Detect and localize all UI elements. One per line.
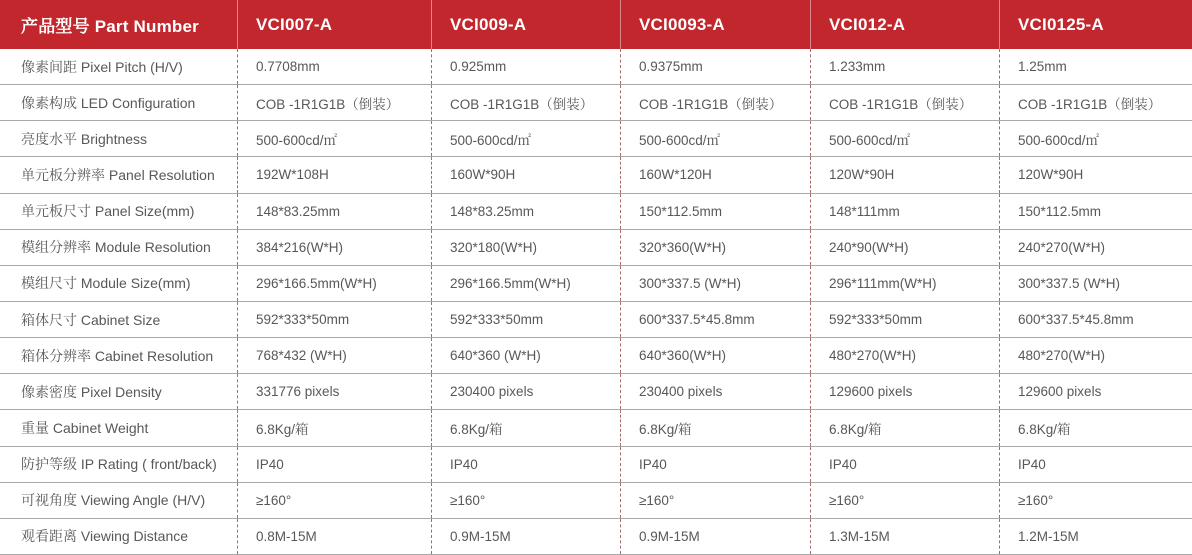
table-row-module-size [0, 266, 1192, 302]
spec-value: IP40 [431, 447, 620, 482]
spec-value: 1.2M-15M [999, 519, 1192, 554]
row-label: 单元板分辨率 Panel Resolution [21, 166, 215, 183]
spec-value: 6.8Kg/箱 [237, 410, 431, 445]
header-column-vci012a: VCI012-A [810, 0, 999, 49]
spec-value: 320*360(W*H) [620, 230, 810, 265]
spec-value: 0.925mm [431, 49, 620, 84]
spec-value: 768*432 (W*H) [237, 338, 431, 373]
row-label: 像素构成 LED Configuration [21, 94, 196, 111]
spec-value: 500-600cd/㎡ [999, 121, 1192, 156]
spec-value: 6.8Kg/箱 [999, 410, 1192, 445]
spec-value: 592*333*50mm [237, 302, 431, 337]
spec-value: 120W*90H [810, 157, 999, 192]
spec-value: IP40 [999, 447, 1192, 482]
spec-value: COB -1R1G1B（倒装） [810, 85, 999, 120]
row-label: 模组尺寸 Module Size(mm) [21, 275, 191, 292]
row-label: 防护等级 IP Rating ( front/back) [21, 456, 217, 473]
spec-value: 300*337.5 (W*H) [620, 266, 810, 301]
spec-value: 148*83.25mm [431, 194, 620, 229]
spec-value: 150*112.5mm [620, 194, 810, 229]
row-label: 可视角度 Viewing Angle (H/V) [21, 492, 206, 509]
spec-value: 6.8Kg/箱 [431, 410, 620, 445]
row-label: 模组分辨率 Module Resolution [21, 239, 211, 256]
spec-value: 160W*120H [620, 157, 810, 192]
spec-value: ≥160° [999, 483, 1192, 518]
spec-value: 230400 pixels [620, 374, 810, 409]
spec-value: COB -1R1G1B（倒装） [431, 85, 620, 120]
spec-value: ≥160° [620, 483, 810, 518]
spec-value: 0.9375mm [620, 49, 810, 84]
table-row-viewing-distance [0, 519, 1192, 555]
spec-value: 600*337.5*45.8mm [999, 302, 1192, 337]
header-column-vci0093a: VCI0093-A [620, 0, 810, 49]
spec-value: 500-600cd/㎡ [237, 121, 431, 156]
spec-value: 640*360 (W*H) [431, 338, 620, 373]
table-row-cabinet-size [0, 302, 1192, 338]
table-row-brightness [0, 121, 1192, 157]
spec-value: 6.8Kg/箱 [810, 410, 999, 445]
table-row-viewing-angle [0, 483, 1192, 519]
spec-value: 300*337.5 (W*H) [999, 266, 1192, 301]
table-row-pixel-density [0, 374, 1192, 410]
table-row-cabinet-weight [0, 410, 1192, 446]
spec-value: 120W*90H [999, 157, 1192, 192]
spec-value: 240*90(W*H) [810, 230, 999, 265]
spec-value: IP40 [237, 447, 431, 482]
table-row-led-configuration [0, 85, 1192, 121]
header-column-vci007a: VCI007-A [237, 0, 431, 49]
spec-value: 148*111mm [810, 194, 999, 229]
spec-value: 230400 pixels [431, 374, 620, 409]
row-label: 观看距离 Viewing Distance [21, 528, 189, 545]
row-label: 亮度水平 Brightness [21, 130, 148, 147]
spec-value: 500-600cd/㎡ [810, 121, 999, 156]
spec-value: 480*270(W*H) [999, 338, 1192, 373]
header-part-number-label: 产品型号 Part Number [21, 17, 199, 36]
spec-value: 160W*90H [431, 157, 620, 192]
spec-value: ≥160° [237, 483, 431, 518]
table-row-cabinet-resolution [0, 338, 1192, 374]
table-body [0, 49, 1192, 555]
table-row-ip-rating [0, 447, 1192, 483]
spec-value: 1.233mm [810, 49, 999, 84]
spec-value: 6.8Kg/箱 [620, 410, 810, 445]
spec-value: 500-600cd/㎡ [620, 121, 810, 156]
spec-value: 296*166.5mm(W*H) [431, 266, 620, 301]
header-column-vci0125a: VCI0125-A [999, 0, 1192, 49]
header-column-vci009a: VCI009-A [431, 0, 620, 49]
spec-value: ≥160° [431, 483, 620, 518]
spec-value: 592*333*50mm [431, 302, 620, 337]
spec-value: 320*180(W*H) [431, 230, 620, 265]
spec-value: 0.9M-15M [431, 519, 620, 554]
spec-value: 640*360(W*H) [620, 338, 810, 373]
spec-value: 148*83.25mm [237, 194, 431, 229]
spec-value: 331776 pixels [237, 374, 431, 409]
row-label: 像素间距 Pixel Pitch (H/V) [21, 58, 183, 75]
spec-value: 192W*108H [237, 157, 431, 192]
spec-value: 129600 pixels [999, 374, 1192, 409]
spec-value: 1.3M-15M [810, 519, 999, 554]
spec-value: COB -1R1G1B（倒装） [620, 85, 810, 120]
spec-value: 0.7708mm [237, 49, 431, 84]
spec-value: 296*166.5mm(W*H) [237, 266, 431, 301]
spec-value: 384*216(W*H) [237, 230, 431, 265]
spec-value: 150*112.5mm [999, 194, 1192, 229]
table-row-pixel-pitch [0, 49, 1192, 85]
table-header-row [0, 0, 1192, 49]
row-label: 像素密度 Pixel Density [21, 383, 162, 400]
row-label: 重量 Cabinet Weight [21, 419, 149, 436]
spec-value: COB -1R1G1B（倒装） [237, 85, 431, 120]
spec-value: 1.25mm [999, 49, 1192, 84]
spec-value: ≥160° [810, 483, 999, 518]
spec-value: 0.9M-15M [620, 519, 810, 554]
spec-value: 480*270(W*H) [810, 338, 999, 373]
row-label: 箱体尺寸 Cabinet Size [21, 311, 161, 328]
spec-value: IP40 [620, 447, 810, 482]
table-row-panel-resolution [0, 157, 1192, 193]
spec-value: COB -1R1G1B（倒装） [999, 85, 1192, 120]
spec-value: 600*337.5*45.8mm [620, 302, 810, 337]
spec-value: 500-600cd/㎡ [431, 121, 620, 156]
table-row-module-resolution [0, 230, 1192, 266]
row-label: 单元板尺寸 Panel Size(mm) [21, 203, 195, 220]
spec-value: 0.8M-15M [237, 519, 431, 554]
spec-value: 592*333*50mm [810, 302, 999, 337]
spec-value: 240*270(W*H) [999, 230, 1192, 265]
spec-value: 296*111mm(W*H) [810, 266, 999, 301]
row-label: 箱体分辨率 Cabinet Resolution [21, 347, 214, 364]
spec-value: IP40 [810, 447, 999, 482]
spec-value: 129600 pixels [810, 374, 999, 409]
table-row-panel-size [0, 194, 1192, 230]
